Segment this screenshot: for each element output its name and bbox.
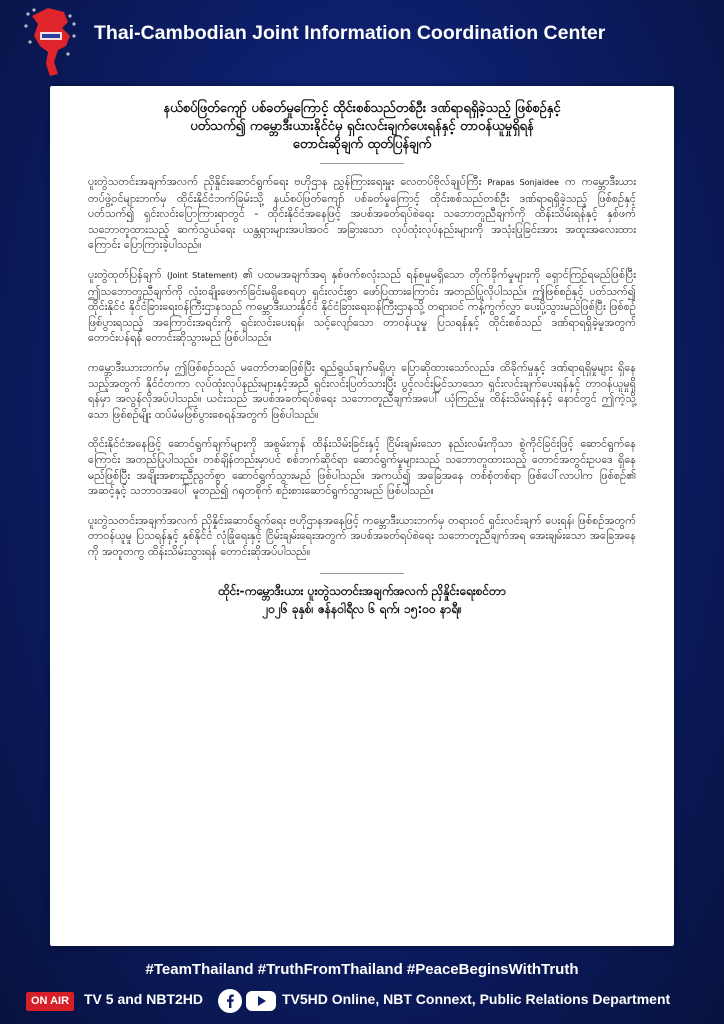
facebook-icon[interactable] — [218, 989, 242, 1013]
youtube-icon[interactable] — [246, 990, 276, 1012]
paragraph-text: က ကမ္ဘောဒီးယား တပ်ဖွဲ့ဝင်များဘက်မှ ထိုင်းနိုင်ငံဘက်ခြမ်းသို့ နယ်စပ်ဖြတ်ကျော် ပစ်ခတ်မှုကြောင့် ထိုင်းစစ်သည်တစ်ဦး ဒဏ်ရာရရှိခဲ့သည့် ဖြစ်စဉ်နှင့် ပတ်သက်၍ ရှင်းလင်းပြောကြားရာတွင် - ထိုင်းနိုင်ငံအနေဖြင့် အပစ်အခတ်ရပ်စဲရေး သဘောတူညီချက်ကို ထိန်းသိမ်းရန်နှင့် နှစ်ဖက်သဘောတူထားသည့် ဆက်သွယ်ရေး ယန္တရားများအပါအဝင် အခြားသော လုပ်ထုံးလုပ်နည်းများကို အသုံးပြုခြင်းအား အထူးအလေးထားကြောင်း ပြောကြားခဲ့ပါသည်။ — [88, 175, 636, 252]
signature-block — [88, 582, 636, 618]
english-term: (Joint Statement) — [166, 270, 238, 280]
header-bar — [0, 0, 724, 80]
english-name: Prapas Sonjaidee — [487, 178, 559, 187]
title-line: တောင်းဆိုချက် ထုတ်ပြန်ချက် — [292, 137, 432, 152]
statement-document — [50, 86, 674, 946]
thailand-flag-map-logo — [18, 6, 84, 78]
on-air-badge: ON AIR — [26, 992, 74, 1011]
body-paragraph — [88, 436, 636, 498]
divider — [320, 163, 404, 164]
body-paragraph — [88, 360, 636, 422]
signature-line: ထိုင်း-ကမ္ဘောဒီးယား ပူးတွဲသတင်းအချက်အလက် ညှိနှိုင်းရေးစင်တာ — [218, 584, 506, 599]
paragraph-text: ပူးတွဲသတင်းအချက်အလက် ညှိနှိုင်းဆောင်ရွက်ရေး ဗဟိုဌာန ညွှန်ကြားရေးမှူး လေတပ်ဗိုလ်ချုပ်ကြီး — [88, 175, 488, 188]
paragraph-text: ပူးတွဲထုတ်ပြန်ချက် — [88, 267, 167, 281]
channels-text: TV 5 and NBT2HD — [84, 991, 204, 1007]
hashtags: #TeamThailand #TruthFromThailand #PeaceBeginsWithTruth — [145, 961, 579, 978]
paragraph-text: ကမ္ဘောဒီးယားဘက်မှ ဤဖြစ်စဉ်သည် မတော်တဆဖြစ်ပြီး ရည်ရွယ်ချက်မရှိဟု ပြောဆိုထားသော်လည်း၊ ထိခိုက်မှုနှင့် ဒဏ်ရာရရှိမှုများ ရှိနေသည့်အတွက် နိုင်ငံတကာ လုပ်ထုံးလုပ်နည်းများနှင့်အညီ ရှင်းလင်းပြတ်သားပြီး ပွင့်လင်းမြင်သာသော ရှင်းလင်းချက်ပေးရန်နှင့် တာဝန်ယူမှုရှိရန်မှာ အလွန်လိုအပ်ပါသည်။ ယင်းသည် အပစ်အခတ်ရပ်စဲရေး သဘောတူညီချက်အပေါ် ယုံကြည်မှု ထိန်းသိမ်းရန်နှင့် နောင်တွင် ဤကဲ့သို့သော ဖြစ်စဉ်မျိုး ထပ်မံမဖြစ်ပွားစေရန်အတွက် ဖြစ်ပါသည်။ — [88, 360, 636, 421]
signature-line: ၂၀၂၆ ခုနှစ်၊ ဇန်နဝါရီလ ၆ ရက်၊ ၁၅:၀၀ နာရီ။ — [262, 602, 462, 617]
paragraph-text: ထိုင်းနိုင်ငံအနေဖြင့် ဆောင်ရွက်ချက်များကို အစွမ်းကုန် ထိန်းသိမ်းခြင်းနှင့် ငြိမ်းချမ်းသော နည်းလမ်းကိုသာ စွဲကိုင်ခြင်းဖြင့် ဆောင်ရွက်နေကြောင်း အတည်ပြုပါသည်။ တစ်ချိန်တည်းမှာပင် စစ်ဘက်ဆိုင်ရာ ဆောင်ရွက်မှုများသည် သဘောတူထားသည့် တောင်အတွင်းဥပဒေ ရှိနေမည်ဖြစ်ပြီး အချိုးအစားညီညွတ်စွာ ဆောင်ရွက်သွားမည် ဖြစ်ပါသည်။ အကယ်၍ အခြေအနေ တစ်စုံတစ်ရာ ဖြစ်ပေါ်လာပါက ဖြစ်စဉ်၏ အဆင့်နှင့် သဘာဝအပေါ် မူတည်၍ ဂရုတစိုက် စဉ်းစားဆောင်ရွက်သွားမည် ဖြစ်ပါသည်။ — [88, 437, 636, 498]
title-line: နယ်စပ်ဖြတ်ကျော် ပစ်ခတ်မှုကြောင့် ထိုင်းစစ်သည်တစ်ဦး ဒဏ်ရာရရှိခဲ့သည့် ဖြစ်စဉ်နှင့် — [163, 101, 561, 116]
header-title: Thai-Cambodian Joint Information Coordination Center — [94, 22, 606, 44]
divider — [320, 573, 404, 574]
body-paragraph — [88, 513, 636, 560]
statement-title — [88, 100, 636, 154]
paragraph-text: ၏ ပထမအချက်အရ နှစ်ဖက်စလုံးသည် ရန်စမှုမရှိသော တိုက်ခိုက်မှုများကို ရှောင်ကြဉ်ရမည်ဖြစ်ပြီး ဤသဘောတူညီချက်ကို လုံးဝချိုးဖောက်ခြင်းမရှိစေရဟု ရှင်းလင်းစွာ ဖော်ပြထားကြောင်း အတည်ပြုလိုပါသည်။ ဤဖြစ်စဉ်နှင့် ပတ်သက်၍ ထိုင်းနိုင်ငံ နိုင်ငံခြားရေးဝန်ကြီးဌာနသည် ကမ္ဘောဒီးယားနိုင်ငံ နိုင်ငံခြားရေးဝန်ကြီးဌာနသို့ တရားဝင် ကန့်ကွက်လွှာ ပေးပို့သွားမည်ဖြစ်ပြီး ဖြစ်စဉ် ဖြစ်ပွားရသည့် အကြောင်းအရင်းကို ရှင်းလင်းပေးရန်၊ သင့်လျော်သော တာဝန်ယူမှု ပြသရန်နှင့် ထိုင်းစစ်သည် ဒဏ်ရာရရှိခဲ့မှုအတွက် တောင်းပန်ရန် တောင်းဆိုသွားမည် ဖြစ်ပါသည်။ — [88, 267, 636, 345]
footer-bar — [0, 985, 724, 1024]
body-paragraph — [88, 174, 636, 253]
online-channels-text: TV5HD Online, NBT Connext, Public Relations Department — [282, 991, 671, 1007]
title-line: ပတ်သက်၍ ကမ္ဘောဒီးယားနိုင်ငံမှ ရှင်းလင်းချက်ပေးရန်နှင့် တာဝန်ယူမှုရှိရန် — [190, 119, 534, 134]
paragraph-text: ပူးတွဲသတင်းအချက်အလက် ညှိနှိုင်းဆောင်ရွက်ရေး ဗဟိုဌာနအနေဖြင့် ကမ္ဘောဒီးယားဘက်မှ တရားဝင် ရှင်းလင်းချက် ပေးရန်၊ ဖြစ်စဉ်အတွက် တာဝန်ယူမှု ပြသရန်နှင့် နှစ်နိုင်ငံ လုံခြုံရေးနှင့် ငြိမ်းချမ်းရေးအတွက် အပစ်အခတ်ရပ်စဲရေး သဘောတူညီချက်အရ အေးချမ်းသော အခြေအနေကို အတူတကွ ထိန်းသိမ်းသွားရန် တောင်းဆိုအပ်ပါသည်။ — [88, 513, 636, 558]
body-paragraph — [88, 267, 636, 346]
